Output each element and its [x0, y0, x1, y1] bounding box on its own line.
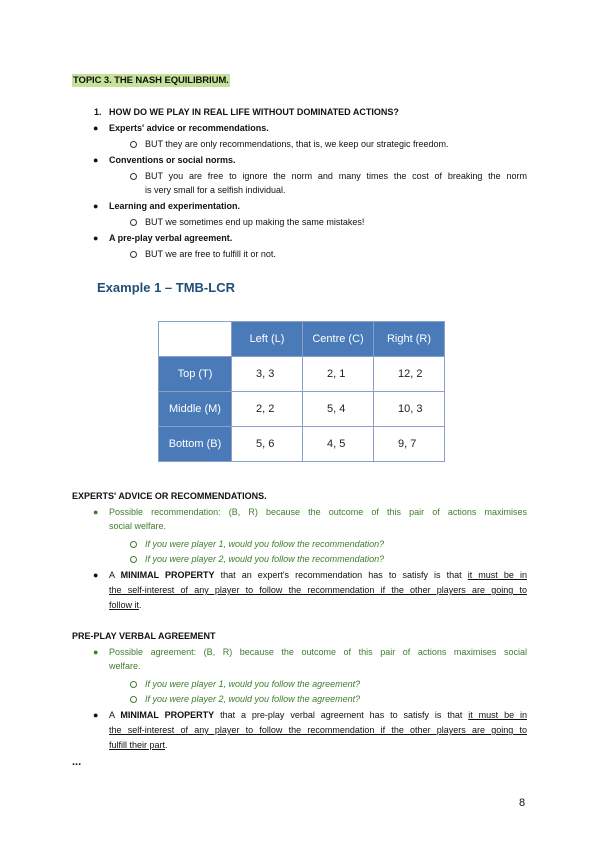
payoff-cell: 12, 2 — [374, 357, 445, 392]
text-run: A — [109, 570, 121, 580]
bullet-icon: ● — [93, 155, 99, 165]
page-number: 8 — [519, 797, 526, 809]
list-item: Conventions or social norms. — [109, 155, 236, 165]
preplay-question-2: If you were player 2, would you follow the agreement? — [145, 694, 361, 704]
circle-bullet-icon — [130, 141, 137, 148]
table-corner-cell — [159, 322, 232, 357]
text-run: that an expert's recommendation has to satisfy is that — [214, 570, 468, 580]
sub-item: BUT they are only recommendations, that is, we keep our strategic freedom. — [145, 139, 449, 149]
payoff-cell: 10, 3 — [374, 392, 445, 427]
preplay-property-line1 — [109, 709, 527, 721]
sub-item: BUT we sometimes end up making the same mistakes! — [145, 217, 365, 227]
bullet-icon: ● — [93, 123, 99, 133]
ellipsis: ... — [72, 756, 82, 768]
experts-question-1: If you were player 1, would you follow the recommendation? — [145, 539, 385, 549]
payoff-cell: 2, 2 — [232, 392, 303, 427]
payoff-cell: 5, 4 — [303, 392, 374, 427]
underlined-text: follow it — [109, 600, 140, 610]
circle-bullet-icon — [130, 541, 137, 548]
circle-bullet-icon — [130, 696, 137, 703]
preplay-agreement: Possible agreement: (B, R) because the outcome of this pair of actions maximises social — [109, 647, 527, 657]
row-header-bottom: Bottom (B) — [159, 427, 232, 462]
underlined-text: it must be in — [467, 570, 527, 580]
payoff-cell: 3, 3 — [232, 357, 303, 392]
table-row — [159, 427, 445, 462]
topic-title: TOPIC 3. THE NASH EQUILIBRIUM. — [73, 75, 229, 86]
circle-bullet-icon — [130, 681, 137, 688]
list-item: Experts' advice or recommendations. — [109, 123, 269, 133]
bullet-icon: ● — [93, 201, 99, 211]
row-header-top: Top (T) — [159, 357, 232, 392]
section-number: 1. — [94, 107, 102, 117]
underlined-text: it must be in — [468, 710, 527, 720]
text-run: . — [165, 740, 168, 750]
bullet-icon: ● — [93, 570, 99, 580]
column-header-right: Right (R) — [374, 322, 445, 357]
payoff-cell: 2, 1 — [303, 357, 374, 392]
circle-bullet-icon — [130, 251, 137, 258]
experts-heading: EXPERTS' ADVICE OR RECOMMENDATIONS. — [72, 491, 267, 501]
experts-property-line1 — [109, 569, 527, 581]
circle-bullet-icon — [130, 556, 137, 563]
payoff-cell: 9, 7 — [374, 427, 445, 462]
sub-item: BUT we are free to fulfill it or not. — [145, 249, 276, 259]
table-header-row — [159, 322, 445, 357]
bullet-icon: ● — [93, 710, 99, 720]
text-run: . — [139, 600, 142, 610]
bullet-icon: ● — [93, 233, 99, 243]
preplay-heading: PRE-PLAY VERBAL AGREEMENT — [72, 631, 216, 641]
payoff-cell: 4, 5 — [303, 427, 374, 462]
preplay-property-line2: the self-interest of any player to follow the recommendation if the other players are going to — [109, 725, 527, 735]
bullet-icon: ● — [93, 647, 99, 657]
minimal-property-label: MINIMAL PROPERTY — [120, 710, 215, 720]
experts-recommendation-continued: social welfare. — [109, 521, 167, 531]
experts-property-line3 — [109, 599, 142, 611]
payoff-cell: 5, 6 — [232, 427, 303, 462]
experts-recommendation: Possible recommendation: (B, R) because the outcome of this pair of actions maximises — [109, 507, 527, 517]
preplay-agreement-continued: welfare. — [109, 661, 141, 671]
row-header-middle: Middle (M) — [159, 392, 232, 427]
list-item: Learning and experimentation. — [109, 201, 241, 211]
bullet-icon: ● — [93, 507, 99, 517]
experts-property-line2: the self-interest of any player to follow the recommendation if the other players are going to — [109, 585, 527, 595]
sub-item-continued: is very small for a selfish individual. — [145, 185, 286, 195]
table-row — [159, 392, 445, 427]
experts-question-2: If you were player 2, would you follow the recommendation? — [145, 554, 385, 564]
preplay-property-line3 — [109, 739, 168, 751]
sub-item: BUT you are free to ignore the norm and many times the cost of breaking the norm — [145, 171, 527, 181]
table-row — [159, 357, 445, 392]
underlined-text: fulfill their part — [109, 740, 166, 750]
section-heading: HOW DO WE PLAY IN REAL LIFE WITHOUT DOMINATED ACTIONS? — [109, 107, 399, 117]
preplay-question-1: If you were player 1, would you follow the agreement? — [145, 679, 361, 689]
minimal-property-label: MINIMAL PROPERTY — [120, 570, 215, 580]
example-title: Example 1 – TMB-LCR — [97, 280, 235, 295]
circle-bullet-icon — [130, 173, 137, 180]
text-run: that a pre-play verbal agreement has to satisfy is that — [214, 710, 469, 720]
column-header-centre: Centre (C) — [303, 322, 374, 357]
circle-bullet-icon — [130, 219, 137, 226]
list-item: A pre-play verbal agreement. — [109, 233, 233, 243]
text-run: A — [109, 710, 121, 720]
column-header-left: Left (L) — [232, 322, 303, 357]
payoff-table — [158, 321, 445, 462]
